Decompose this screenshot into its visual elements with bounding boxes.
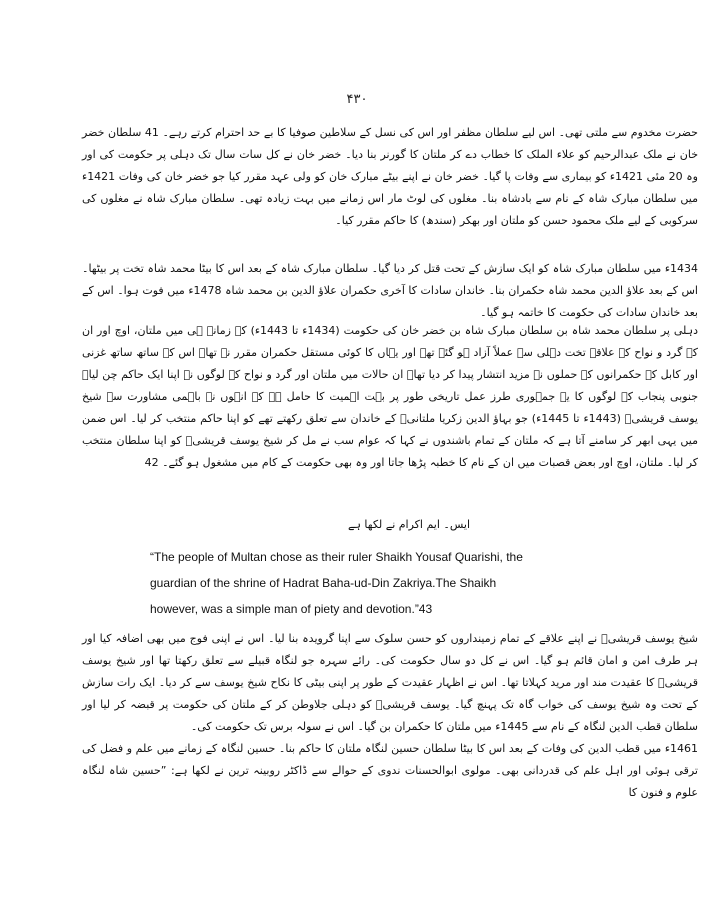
paragraph-4: شیخ یوسف قریشیؒ نے اپنے علاقے کے تمام زمینداروں کو حسن سلوک سے اپنا گرویدہ بنا لیا۔ اس نے اپنی فوج میں بھی اضافہ کیا اور ہر طرف امن و امان قائم ہو گیا۔ اس نے کل دو سال حکومت کی۔ رائے سہرہ جو لنگاہ قبیلے سے تعلق رکھتا تھا اور شیخ یوسف قریشیؒ کا عقیدت مند اور مرید کہلاتا تھا۔ اس نے اظہار عقیدت کے طور پر اپنی بیٹی کا نکاح شیخ یوسف سے کر دیا۔ ایک رات سازش کے تحت وہ شیخ یوسف کی خواب گاہ تک پہنچ گیا۔ یوسف قریشیؒ کو دہلی جلاوطن کر کے ملتان کی حکومت پر قبضہ کر لیا اور سلطان قطب الدین لنگاہ کے نام سے 1445ء میں ملتان کا حکمران بن گیا۔ اس نے سولہ برس تک حکومت کی۔ bbox=[82, 632, 698, 733]
page-number: ۴۳۰ bbox=[346, 92, 368, 107]
paragraph-1: حضرت مخدوم سے ملتی تھی۔ اس لیے سلطان مظفر اور اس کی نسل کے سلاطین صوفیا کا بے حد احترام کرتے رہے۔ 41 سلطان خضر خان نے ملک عبدالرحیم کو علاء الملک کا خطاب دے کر ملتان کا گورنر بنا دیا۔ خضر خان نے کل سات سال تک دہلی پر حکومت کی اور وہ 20 مئی 1421ء کو بیماری سے وفات پا گیا۔ خضر خان نے اپنے بیٹے مبارک خان کو ولی عہد مقرر کیا جو خضر خان کی وفات 1421ء میں سلطان مبارک شاہ کے نام سے بادشاہ بنا۔ مغلوں کی لوٹ مار اس زمانے میں بہت زیادہ تھی۔ سلطان مبارک شاہ نے مغلوں کی سرکوبی کے لیے ملک محمود حسن کو ملتان اور بھکر (سندھ) کا حاکم مقرر کیا۔ bbox=[82, 126, 698, 227]
paragraph-5: 1461ء میں قطب الدین کی وفات کے بعد اس کا بیٹا سلطان حسین لنگاہ ملتان کا حاکم بنا۔ حسین لنگاہ کے زمانے میں علم و فضل کی ترقی ہوئی اور اہل علم کی قدردانی بھی۔ مولوی ابوالحسنات ندوی کے حوالے سے ڈاکٹر روبینہ ترین نے لکھا ہے: ”حسین شاہ لنگاہ علوم و فنون کا bbox=[82, 742, 698, 799]
paragraph-2: 1434ء میں سلطان مبارک شاہ کو ایک سازش کے تحت قتل کر دیا گیا۔ سلطان مبارک شاہ کے بعد اس کا بیٹا محمد شاہ تخت پر بیٹھا۔ اس کے بعد علاؤ الدین محمد شاہ حکمران بنا۔ خاندان سادات کا آخری حکمران علاؤ الدین بن محمد شاہ 1478ء میں فوت ہوا۔ اس کے بعد خاندان سادات کی حکومت کا خاتمہ ہو گیا۔ bbox=[82, 262, 698, 319]
paragraph-3: دہلی پر سلطان محمد شاہ بن سلطان مبارک شاہ بن خضر خان کی حکومت (1434ء تا 1443ء) کے زمانے ہی میں ملتان، اوچ اور ان کے گرد و نواح کے علاقے تخت دہلی سے عملاً آزاد ہو گئے تھے اور یہاں کا کوئی مستقل حکمران مقرر نہ تھا۔ اس کے ساتھ ساتھ غزنی اور کابل کے حکمرانوں کے حملوں نے مزید انتشار پیدا کر دیا تھا۔ ان حالات میں ملتان اور گرد و نواح کے لوگوں نے اپنا ایک حاکم چن لیا۔ جنوبی پنجاب کے لوگوں کا یہ جمہوری طرز عمل تاریخی طور پر بہت اہمیت کا حامل ہے کہ انہوں نے باہمی مشاورت سے شیخ یوسف قریشیؒ (1443ء تا 1445ء) جو بہاؤ الدین زکریا ملتانیؒ کے خاندان سے تعلق رکھتے تھے کو اپنا حاکم منتخب کر لیا۔ اس ضمن میں یہی ابھر کر سامنے آتا ہے کہ ملتان کے تمام باشندوں نے کہا کہ عوام سب نے مل کر شیخ یوسف قریشیؒ کو اپنا سلطان منتخب کر لیا۔ ملتان، اوچ اور بعض قصبات میں ان کے نام کا خطبہ پڑھا جاتا اور وہ بھی حکومت کے کام میں مشغول ہو گئے۔ 42 bbox=[82, 324, 698, 469]
quote-intro: ایس۔ ایم اکرام نے لکھا ہے bbox=[348, 518, 470, 531]
english-quote: “The people of Multan chose as their ruler Shaikh Yousaf Quarishi, the guardian of the shrine of Hadrat Baha-ud-Din Zakriya.The Shaikh however, was a simple man of piety and devotion.”43 bbox=[150, 550, 523, 616]
